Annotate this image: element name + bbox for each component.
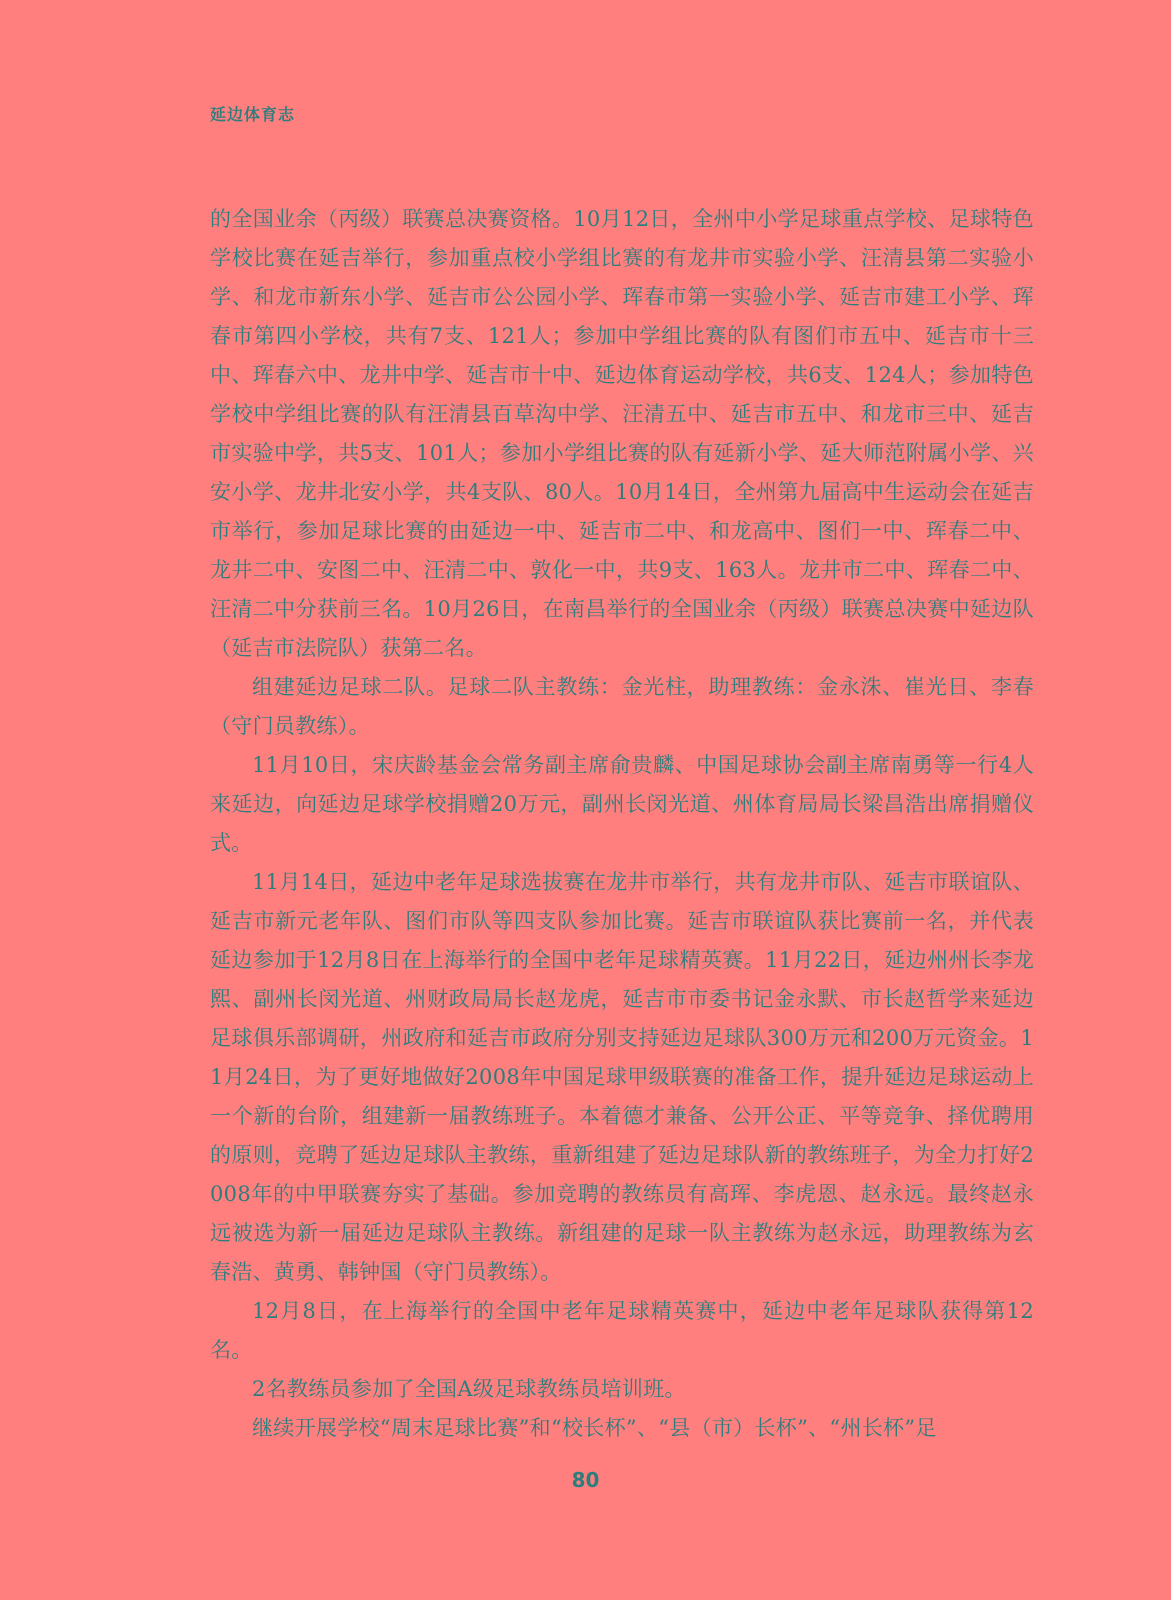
paragraph-coach-training: 2名教练员参加了全国A级足球教练员培训班。	[252, 1377, 686, 1401]
paragraph-second-team: 组建延边足球二队。足球二队主教练：金光柱，助理教练：金永洙、崔光日、李春（守门员教练）。	[210, 675, 1034, 738]
body-text	[210, 200, 1034, 1448]
running-header: 延边体育志	[210, 105, 296, 124]
paragraph-school-cups: 继续开展学校“周末足球比赛”和“校长杯”、“县（市）长杯”、“州长杯”足	[252, 1416, 937, 1440]
paragraph-nov-14: 11月14日，延边中老年足球选拔赛在龙井市举行，共有龙井市队、延吉市联谊队、 延吉市新元老年队、图们市队等四支队参加比赛。延吉市联谊队获比赛前一名，并代表延边参加于12月8日在上海举行的全国中老年足球精英赛。11月22日，延边州州长李龙熙、副州长闵光道、州财政局局长赵龙虎，延吉市市委书记金永默、市长赵哲学来延边足球俱乐部调研，州政府和延吉市政府分别支持延边足球队300万元和200万元资金。11月24日，为了更好地做好2008年中国足球甲级联赛的准备工作，提升延边足球运动上一个新的台阶，组建新一届教练班子。本着德才兼备、公开公正、平等竞争、择优聘用的原则，竞聘了延边足球队主教练，重新组建了延边足球队新的教练班子，为全力打好2008年的中甲联赛夯实了基础。参加竞聘的教练员有高珲、李虎恩、赵永远。最终赵永远被选为新一届延边足球队主教练。新组建的足球一队主教练为赵永远，助理教练为玄春浩、黄勇、韩钟国（守门员教练）。	[210, 870, 1034, 1284]
page-number: 80	[571, 1468, 600, 1492]
paragraph-continuation: 的全国业余（丙级）联赛总决赛资格。10月12日，全州中小学足球重点学校、足球特色学校比赛在延吉举行，参加重点校小学组比赛的有龙井市实验小学、汪清县第二实验小学、和龙市新东小学、延吉市公公园小学、珲春市第一实验小学、延吉市建工小学、珲春市第四小学校，共有7支、121人；参加中学组比赛的队有图们市五中、延吉市十三中、珲春六中、龙井中学、延吉市十中、延边体育运动学校，共6支、124人；参加特色学校中学组比赛的队有汪清县百草沟中学、汪清五中、延吉市五中、和龙市三中、延吉市实验中学，共5支、101人；参加小学组比赛的队有延新小学、延大师范附属小学、兴安小学、龙井北安小学，共4支队、80人。10月14日，全州第九届高中生运动会在延吉市举行，参加足球比赛的由延边一中、延吉市二中、和龙高中、图们一中、珲春二中、龙井二中、安图二中、汪清二中、敦化一中，共9支、163人。龙井市二中、珲春二中、汪清二中分获前三名。10月26日，在南昌举行的全国业余（丙级）联赛总决赛中延边队（延吉市法院队）获第二名。	[210, 207, 1034, 660]
paragraph-dec-8: 12月8日，在上海举行的全国中老年足球精英赛中，延边中老年足球队获得第12名。	[210, 1299, 1034, 1362]
paragraph-nov-10: 11月10日，宋庆龄基金会常务副主席俞贵麟、中国足球协会副主席南勇等一行4人来延边，向延边足球学校捐赠20万元，副州长闵光道、州体育局局长梁昌浩出席捐赠仪式。	[210, 753, 1034, 855]
